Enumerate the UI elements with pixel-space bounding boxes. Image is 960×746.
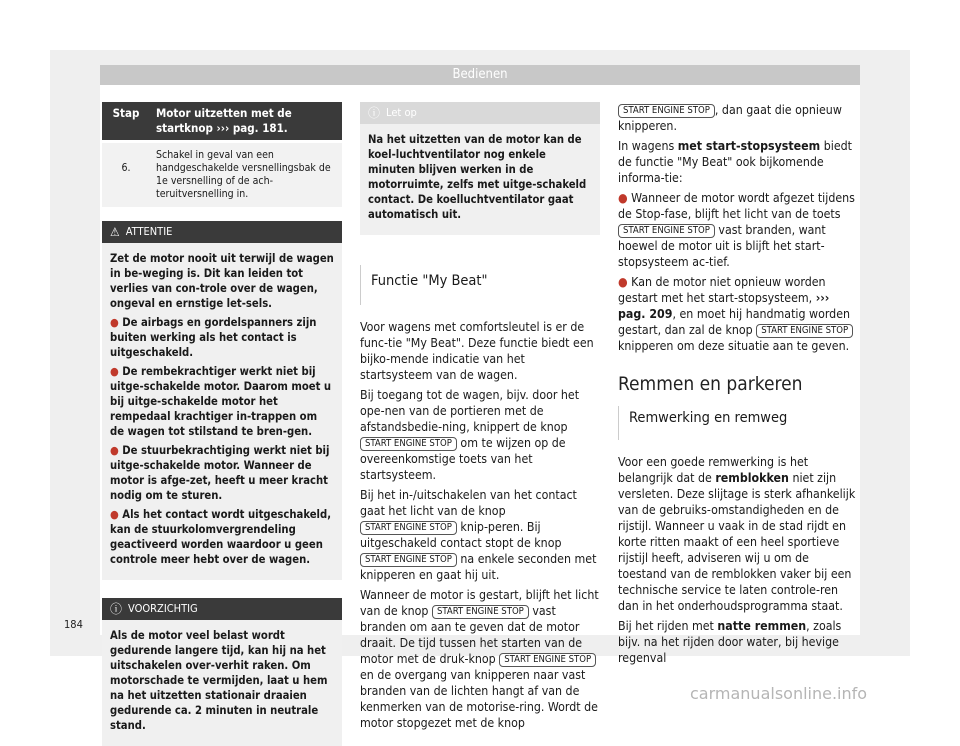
voorzichtig-title: VOORZICHTIG	[128, 602, 198, 615]
remmen-subtitle: Remwerking en remweg	[618, 406, 860, 440]
attentie-item-text: De stuurbekrachtiging werkt niet bij uitge-schakelde motor. Wanneer de motor is afge-zet, heeft u meer kracht nodig om te sturen.	[110, 444, 330, 502]
start-engine-stop-key: START ENGINE STOP	[499, 653, 596, 667]
attentie-header	[102, 221, 342, 243]
start-engine-stop-key: START ENGINE STOP	[618, 224, 715, 238]
functie-title: Functie "My Beat"	[360, 265, 600, 305]
col3-p1	[618, 102, 860, 134]
table-row	[102, 142, 342, 208]
text: Voor een goede remwerking is het belangrijk dat de	[618, 455, 809, 485]
text: en de overgang van knipperen naar vast branden van de lichten hangt af van de kenmerken van de motorise-ring. Wordt de motor stopgezet met de knop	[360, 668, 598, 730]
page-reference-link[interactable]: ››› pag. 209	[618, 291, 830, 321]
info-circle-icon: ⓘ	[110, 602, 123, 616]
attentie-item-text: De rembekrachtiger werkt niet bij uitge-schakelde motor. Daarom moet u bij uitge-schakelde motor het rempedaal krachtiger in-trappen om de wagen tot stilstand te bren-gen.	[110, 365, 332, 438]
bullet-icon: ●	[110, 508, 123, 521]
warning-triangle-icon: ⚠	[110, 225, 120, 239]
text: Kan de motor niet opnieuw worden gestart met het start-stopsysteem,	[618, 275, 826, 305]
bullet-icon: ●	[618, 275, 632, 289]
functie-p3	[360, 487, 600, 583]
voorzichtig-body	[102, 620, 342, 746]
voorzichtig-box	[102, 598, 342, 746]
functie-p1: Voor wagens met comfortsleutel is er de func-tie "My Beat". Deze functie biedt een bijko-mende indicatie van het startsysteem van de wagen.	[360, 320, 594, 382]
step-text: Schakel in geval van een handgeschakelde versnellingsbak de 1e versnelling of de ach-teruitversnelling in.	[150, 142, 342, 208]
attentie-intro: Zet de motor nooit uit terwijl de wagen in be-weging is. Dit kan leiden tot verlies van con-trole over de wagen, ongeval en ernstige let-sels.	[110, 252, 334, 310]
remmen-title: Remmen en parkeren	[618, 373, 803, 395]
bold-text: met start-stopsysteem	[677, 139, 821, 153]
attentie-item	[110, 315, 334, 360]
text: Bij het in-/uitschakelen van het contact gaat het licht van de knop	[360, 488, 577, 518]
remmen-p2	[618, 618, 860, 666]
text: In wagens	[618, 139, 675, 153]
remmen-p1	[618, 454, 860, 614]
section-header: Bedienen	[100, 65, 860, 85]
attentie-item	[110, 364, 334, 439]
text: Bij het rijden met	[618, 619, 714, 633]
letop-title: Let op	[386, 106, 417, 119]
start-engine-stop-key: START ENGINE STOP	[360, 437, 457, 451]
start-engine-stop-key: START ENGINE STOP	[360, 553, 457, 567]
col3-bullet	[618, 190, 860, 270]
start-engine-stop-key: START ENGINE STOP	[360, 521, 457, 535]
attentie-item	[110, 443, 334, 503]
bold-text: remblokken	[715, 471, 789, 485]
text: knip-peren. Bij uitgeschakeld contact stopt de knop	[360, 520, 562, 550]
voorzichtig-text: Als de motor veel belast wordt gedurende langere tijd, kan hij na het uitschakelen over-verhit raken. Om motorschade te vermijden, laat u hem na het uitzetten stationair draaien gedurende ca. 2 minuten in neutrale stand.	[110, 629, 328, 732]
start-engine-stop-key: START ENGINE STOP	[756, 324, 853, 338]
start-engine-stop-key: START ENGINE STOP	[432, 605, 529, 619]
table-header-stap: Stap	[102, 102, 150, 142]
bold-text: natte remmen	[717, 619, 807, 633]
bullet-icon: ●	[110, 444, 123, 457]
attentie-body	[102, 243, 342, 580]
text: knipperen om deze situatie aan te geven.	[618, 339, 850, 353]
col3-p2	[618, 138, 860, 186]
attentie-title: ATTENTIE	[125, 225, 173, 238]
text: vast branden, want hoewel de motor uit is blijft het start-stopsysteem ac-tief.	[618, 223, 826, 269]
voorzichtig-header	[102, 598, 342, 620]
column-right	[618, 102, 860, 670]
letop-body	[360, 124, 600, 235]
text: Wanneer de motor wordt afgezet tijdens de Stop-fase, blijft het licht van de toets	[618, 191, 855, 221]
text: , en moet hij handmatig worden gestart, dan zal de knop	[618, 307, 851, 337]
text: biedt de functie "My Beat" ook bijkomende informa-tie:	[618, 139, 853, 185]
text: na enkele seconden met knipperen en gaat hij uit.	[360, 552, 597, 582]
text: Bij toegang tot de wagen, bijv. door het ope-nen van de portieren met de afstandsbedie-ning, knippert de knop	[360, 388, 580, 434]
step-number: 6.	[102, 142, 150, 208]
text: vast branden om aan te geven dat de motor draait. De tijd tussen het starten van de motor met de druk-knop	[360, 604, 583, 666]
text: , dan gaat die opnieuw knipperen.	[618, 103, 842, 133]
letop-header	[360, 102, 600, 124]
watermark: carmanualsonline.info	[690, 684, 868, 703]
bullet-icon: ●	[618, 191, 632, 205]
text: niet zijn versleten. Deze slijtage is sterk afhankelijk van de gebruiks-omstandigheden en de rijstijl. Wanneer u vaak in de stad rijdt en korte ritten maakt of een heel sportieve rijstijl heeft, adviseren wij u om de toestand van de remblokken vaker bij een technische service te laten controle-ren dan in het onderhoudsprogramma staat.	[618, 471, 856, 613]
text: Wanneer de motor is gestart, blijft het licht van de knop	[360, 588, 599, 618]
functie-p4	[360, 587, 600, 731]
col3-bullet	[618, 274, 860, 354]
steps-table	[102, 102, 342, 207]
text: , zoals bijv. na het rijden door water, bij hevige regenval	[618, 619, 842, 665]
letop-box	[360, 102, 600, 235]
bullet-icon: ●	[110, 365, 123, 378]
attentie-item	[110, 507, 334, 567]
letop-text: Na het uitzetten van de motor kan de koel-luchtventilator nog enkele minuten blijven werken in de motorruimte, zelfs met uitge-schakeld contact. De koelluchtventilator gaat automatisch uit.	[368, 133, 587, 221]
functie-p2	[360, 387, 600, 483]
attentie-item-text: De airbags en gordelspanners zijn buiten werking als het contact is uitgeschakeld.	[110, 316, 317, 359]
bullet-icon: ●	[110, 316, 123, 329]
start-engine-stop-key: START ENGINE STOP	[618, 104, 715, 118]
note-icon: ⓘ	[368, 106, 381, 120]
column-left	[102, 102, 342, 746]
attentie-item-text: Als het contact wordt uitgeschakeld, kan de stuurkolomvergrendeling geactiveerd worden waardoor u geen controle meer hebt over de wagen.	[110, 508, 332, 566]
table-header-title: Motor uitzetten met de startknop ››› pag. 181.	[150, 102, 342, 142]
text: om te wijzen op de overeenkomstige toets van het startsysteem.	[360, 436, 566, 482]
page-number: 184	[64, 618, 83, 631]
column-middle	[360, 102, 600, 735]
attentie-box	[102, 221, 342, 580]
